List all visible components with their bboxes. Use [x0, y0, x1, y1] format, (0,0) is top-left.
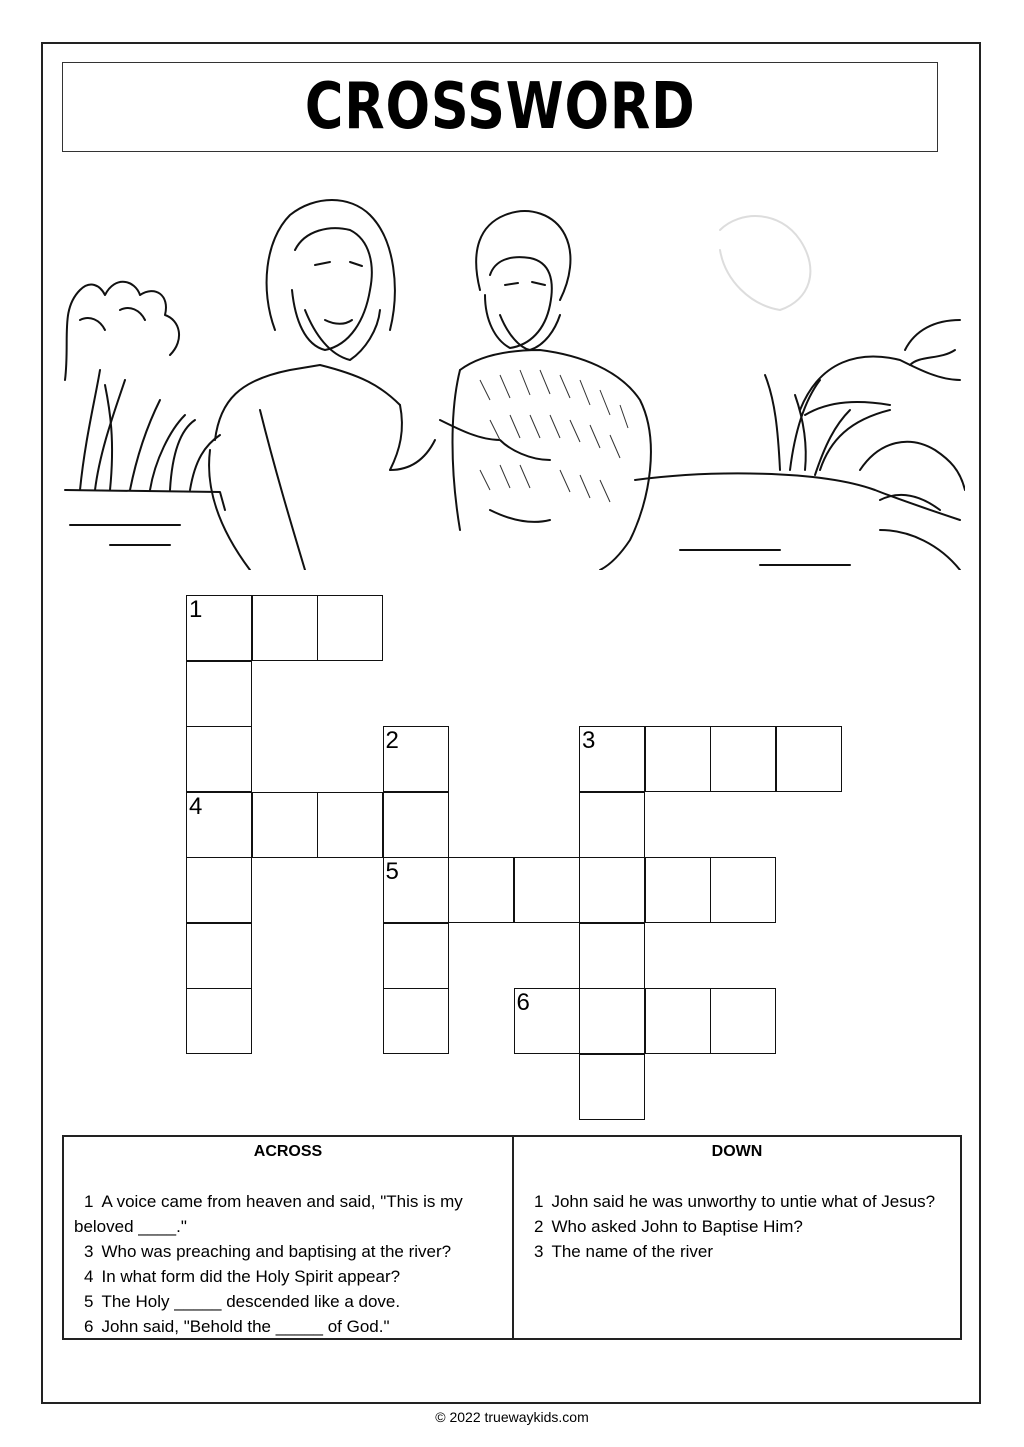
down-clues	[512, 1137, 960, 1338]
clues-table	[62, 1135, 962, 1340]
dove-icon	[720, 216, 810, 310]
crossword-cell[interactable]	[383, 792, 449, 858]
river-icon	[65, 473, 960, 570]
clue-number: 1	[189, 596, 203, 623]
crossword-cell[interactable]	[383, 726, 449, 792]
crossword-cell[interactable]	[383, 857, 449, 923]
reeds-icon	[765, 375, 850, 475]
crossword-cell[interactable]	[186, 857, 252, 923]
crossword-cell[interactable]	[317, 792, 383, 858]
crossword-cell[interactable]	[579, 857, 645, 923]
page-title: CROSSWORD	[304, 70, 696, 144]
crossword-cell[interactable]	[383, 923, 449, 989]
copyright-footer: © 2022 truewaykids.com	[435, 1409, 589, 1425]
clue-item: 4 In what form did the Holy Spirit appear?	[84, 1267, 401, 1286]
crossword-cell[interactable]	[514, 988, 580, 1054]
crossword-cell[interactable]	[645, 726, 711, 792]
crossword-cell[interactable]	[645, 857, 711, 923]
crossword-cell[interactable]	[710, 988, 776, 1054]
john-the-baptist-figure-icon	[440, 211, 651, 570]
crossword-cell[interactable]	[186, 726, 252, 792]
crossword-cell[interactable]	[579, 988, 645, 1054]
baptism-of-jesus-illustration	[60, 170, 965, 570]
bush-icon	[65, 282, 179, 380]
down-heading: DOWN	[711, 1143, 763, 1160]
crossword-cell[interactable]	[383, 988, 449, 1054]
clue-number: 5	[385, 858, 399, 885]
title-box	[62, 62, 938, 152]
clue-item: 3 Who was preaching and baptising at the river?	[84, 1242, 452, 1261]
clue-number: 4	[189, 792, 203, 820]
crossword-cell[interactable]	[579, 923, 645, 989]
jesus-figure-icon	[209, 200, 435, 570]
clue-number: 2	[385, 727, 399, 754]
clue-number: 3	[582, 727, 596, 754]
clue-item: 2 Who asked John to Baptise Him?	[534, 1217, 803, 1236]
crossword-cell[interactable]	[514, 857, 580, 923]
across-clues	[64, 1137, 512, 1338]
crossword-cell[interactable]	[645, 988, 711, 1054]
crossword-cell[interactable]	[252, 595, 318, 661]
crossword-cell[interactable]	[186, 923, 252, 989]
crossword-cell[interactable]	[710, 726, 776, 792]
clue-number: 6	[516, 989, 530, 1016]
crossword-cell[interactable]	[579, 792, 645, 858]
clue-item: 5 The Holy _____ descended like a dove.	[84, 1292, 401, 1311]
crossword-cell[interactable]	[776, 726, 842, 792]
crossword-cell[interactable]	[579, 726, 645, 792]
across-heading: ACROSS	[253, 1143, 323, 1160]
crossword-cell[interactable]	[579, 1054, 645, 1120]
crossword-cell[interactable]	[448, 857, 514, 923]
crossword-cell[interactable]	[186, 988, 252, 1054]
clue-item: 6 John said, "Behold the _____ of God."	[84, 1317, 390, 1336]
crossword-cell[interactable]	[186, 661, 252, 727]
clue-item: 1 John said he was unworthy to untie what of Jesus?	[534, 1192, 936, 1211]
clue-item: 1 A voice came from heaven and said, "This is my beloved ____."	[74, 1192, 463, 1236]
crossword-cell[interactable]	[252, 792, 318, 858]
crossword-cell[interactable]	[710, 857, 776, 923]
crossword-cell[interactable]	[186, 792, 252, 858]
crossword-cell[interactable]	[186, 595, 252, 661]
clue-item: 3 The name of the river	[534, 1242, 714, 1261]
crossword-cell[interactable]	[317, 595, 383, 661]
reeds-icon	[80, 370, 220, 490]
